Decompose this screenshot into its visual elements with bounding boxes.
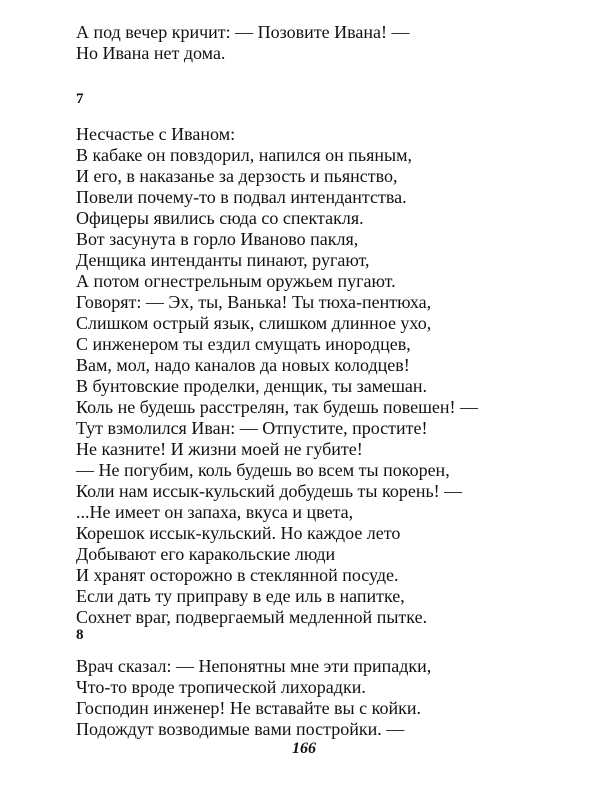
verse-line: Господин инженер! Не вставайте вы с койки. (76, 698, 421, 718)
verse-line: Врач сказал: — Непонятны мне эти припадки, (76, 656, 432, 676)
verse-line: Если дать ту приправу в еде иль в напитке, (76, 586, 405, 606)
verse-line: Подождут возводимые вами постройки. — (76, 719, 405, 739)
intro-verse (76, 22, 410, 64)
page-number: 166 (292, 740, 316, 757)
verse-line: Корешок иссык-кульский. Но каждое лето (76, 523, 401, 543)
verse-line: Несчастье с Иваном: (76, 124, 236, 144)
verse-line: Повели почему-то в подвал интендантства. (76, 187, 407, 207)
verse-line: Сохнет враг, подвергаемый медленной пытке. (76, 607, 428, 627)
verse-line: Тут взмолился Иван: — Отпустите, простите! (76, 418, 428, 438)
verse-line: Добывают его каракольские люди (76, 544, 336, 564)
verse-line: А потом огнестрельным оружьем пугают. (76, 271, 396, 291)
verse-line: Денщика интенданты пинают, ругают, (76, 250, 370, 270)
verse-line: Не казните! И жизни моей не губите! (76, 439, 363, 459)
verse-line: Слишком острый язык, слишком длинное ухо, (76, 313, 432, 333)
verse-line: С инженером ты ездил смущать инородцев, (76, 334, 411, 354)
verse-line: В кабаке он повздорил, напился он пьяным, (76, 145, 412, 165)
verse-line: В бунтовские проделки, денщик, ты замешан. (76, 376, 428, 396)
verse-line: — Не погубим, коль будешь во всем ты покорен, (76, 460, 450, 480)
verse-line: Коли нам иссык-кульский добудешь ты корень! — (76, 481, 463, 501)
verse-line: Офицеры явились сюда со спектакля. (76, 208, 364, 228)
verse-line: Что-то вроде тропической лихорадки. (76, 677, 366, 697)
verse-line: ...Не имеет он запаха, вкуса и цвета, (76, 502, 354, 522)
verse-line: А под вечер кричит: — Позовите Ивана! — (76, 22, 410, 42)
verse-line: Вот засунута в горло Иваново пакля, (76, 229, 359, 249)
section-7-verse (76, 124, 478, 628)
section-8-verse (76, 656, 431, 740)
verse-line: И его, в наказанье за дерзость и пьянство, (76, 166, 398, 186)
section-7-number: 7 (76, 91, 84, 107)
verse-line: Вам, мол, надо каналов да новых колодцев! (76, 355, 410, 375)
verse-line: Коль не будешь расстрелян, так будешь повешен! — (76, 397, 479, 417)
verse-line: И хранят осторожно в стеклянной посуде. (76, 565, 399, 585)
verse-line: Но Ивана нет дома. (76, 43, 226, 63)
verse-line: Говорят: — Эх, ты, Ванька! Ты тюха-пентюха, (76, 292, 432, 312)
section-8-number: 8 (76, 627, 84, 643)
